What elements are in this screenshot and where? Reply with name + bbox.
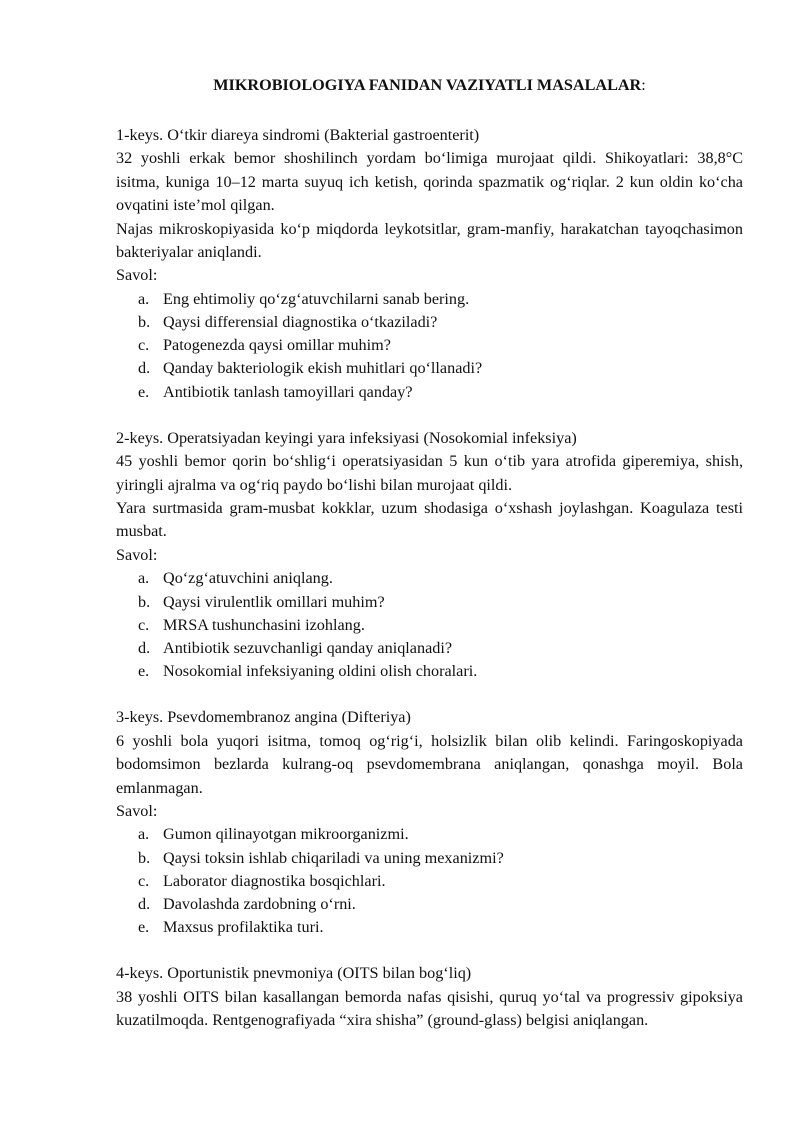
case-section [116, 962, 743, 1032]
case-list [116, 124, 743, 1033]
question-list [116, 288, 743, 404]
question-label: Savol: [116, 801, 158, 820]
question-marker: b. [138, 848, 151, 867]
question-text: Maxsus profilaktika turi. [163, 918, 324, 937]
case-title: 3-keys. Psevdomembranoz angina (Difteriya) [116, 708, 411, 727]
question-item [138, 823, 743, 846]
question-text: Qaysi differensial diagnostika o‘tkaziladi? [163, 313, 438, 332]
question-text: Gumon qilinayotgan mikroorganizmi. [163, 825, 409, 844]
case-section [116, 124, 743, 404]
question-item [138, 591, 743, 614]
question-label: Savol: [116, 266, 158, 285]
question-marker: a. [138, 825, 150, 844]
document-title [116, 74, 743, 97]
question-text: Antibiotik tanlash tamoyillari qanday? [163, 382, 413, 401]
question-item [138, 381, 743, 404]
question-item [138, 870, 743, 893]
question-item [138, 916, 743, 939]
question-item [138, 357, 743, 380]
question-marker: b. [138, 313, 151, 332]
question-text: Nosokomial infeksiyaning oldini olish choralari. [163, 662, 478, 681]
question-list [116, 823, 743, 939]
case-title: 4-keys. Oportunistik pnevmoniya (OITS bilan bog‘liq) [116, 964, 472, 983]
question-text: Qo‘zg‘atuvchini aniqlang. [163, 569, 333, 588]
question-item [138, 893, 743, 916]
case-section [116, 706, 743, 939]
case-paragraph: 6 yoshli bola yuqori isitma, tomoq og‘rig‘i, holsizlik bilan olib kelindi. Faringoskopiyada bodomsimon bezlarda kulrang-oq psevdomembrana aniqlangan, qonashga moyil. Bola emlanmagan. [116, 731, 743, 797]
case-section [116, 427, 743, 683]
case-paragraph: 45 yoshli bemor qorin bo‘shlig‘i operatsiyasidan 5 kun o‘tib yara atrofida giperemiya, shish, yiringli ajralma va og‘riq paydo bo‘lishi bilan murojaat qildi. [116, 452, 743, 494]
question-text: Eng ehtimoliy qo‘zg‘atuvchilarni sanab bering. [163, 289, 470, 308]
question-item [138, 311, 743, 334]
question-item [138, 660, 743, 683]
question-marker: a. [138, 569, 150, 588]
question-text: Qaysi virulentlik omillari muhim? [163, 592, 385, 611]
question-text: Laborator diagnostika bosqichlari. [163, 871, 386, 890]
question-marker: d. [138, 894, 151, 913]
question-text: Qanday bakteriologik ekish muhitlari qo‘llanadi? [163, 359, 483, 378]
question-marker: c. [138, 336, 150, 355]
document-title-colon: : [641, 76, 646, 94]
question-marker: d. [138, 638, 151, 657]
document-title-text: MIKROBIOLOGIYA FANIDAN VAZIYATLI MASALALAR [213, 76, 642, 94]
case-title: 1-keys. O‘tkir diareya sindromi (Bakterial gastroenterit) [116, 126, 480, 144]
question-text: Patogenezda qaysi omillar muhim? [163, 336, 391, 355]
case-paragraph: 38 yoshli OITS bilan kasallangan bemorda nafas qisishi, quruq yo‘tal va progressiv gipoksiya kuzatilmoqda. Rentgenografiyada “xira shisha” (ground-glass) belgisi aniqlangan. [116, 987, 743, 1030]
case-paragraph: Yara surtmasida gram-musbat kokklar, uzum shodasiga o‘xshash joylashgan. Koagulaza testi musbat. [116, 499, 743, 541]
question-item [138, 288, 743, 311]
question-item [138, 334, 743, 357]
question-marker: b. [138, 592, 151, 611]
case-title: 2-keys. Operatsiyadan keyingi yara infeksiyasi (Nosokomial infeksiya) [116, 428, 577, 447]
question-marker: c. [138, 615, 150, 634]
question-text: Davolashda zardobning o‘rni. [163, 894, 356, 913]
question-item [138, 637, 743, 660]
question-item [138, 567, 743, 590]
question-marker: c. [138, 871, 150, 890]
question-text: MRSA tushunchasini izohlang. [163, 615, 365, 634]
case-paragraph: 32 yoshli erkak bemor shoshilinch yordam bo‘limiga murojaat qildi. Shikoyatlari: 38,8°C isitma, kuniga 10–12 marta suyuq ich ketish, qorinda spazmatik og‘riqlar. 2 kun oldin ko‘cha ovqatini iste’mol qilgan. [116, 149, 743, 215]
question-marker: a. [138, 289, 150, 308]
question-marker: d. [138, 359, 151, 378]
question-list [116, 567, 743, 683]
question-item [138, 847, 743, 870]
question-marker: e. [138, 918, 150, 937]
question-item [138, 614, 743, 637]
question-marker: e. [138, 382, 150, 401]
question-text: Antibiotik sezuvchanligi qanday aniqlanadi? [163, 638, 453, 657]
question-marker: e. [138, 662, 150, 681]
question-label: Savol: [116, 545, 158, 564]
question-text: Qaysi toksin ishlab chiqariladi va uning mexanizmi? [163, 848, 504, 867]
case-paragraph: Najas mikroskopiyasida ko‘p miqdorda leykotsitlar, gram-manfiy, harakatchan tayoqchasimon bakteriyalar aniqlandi. [116, 219, 743, 262]
